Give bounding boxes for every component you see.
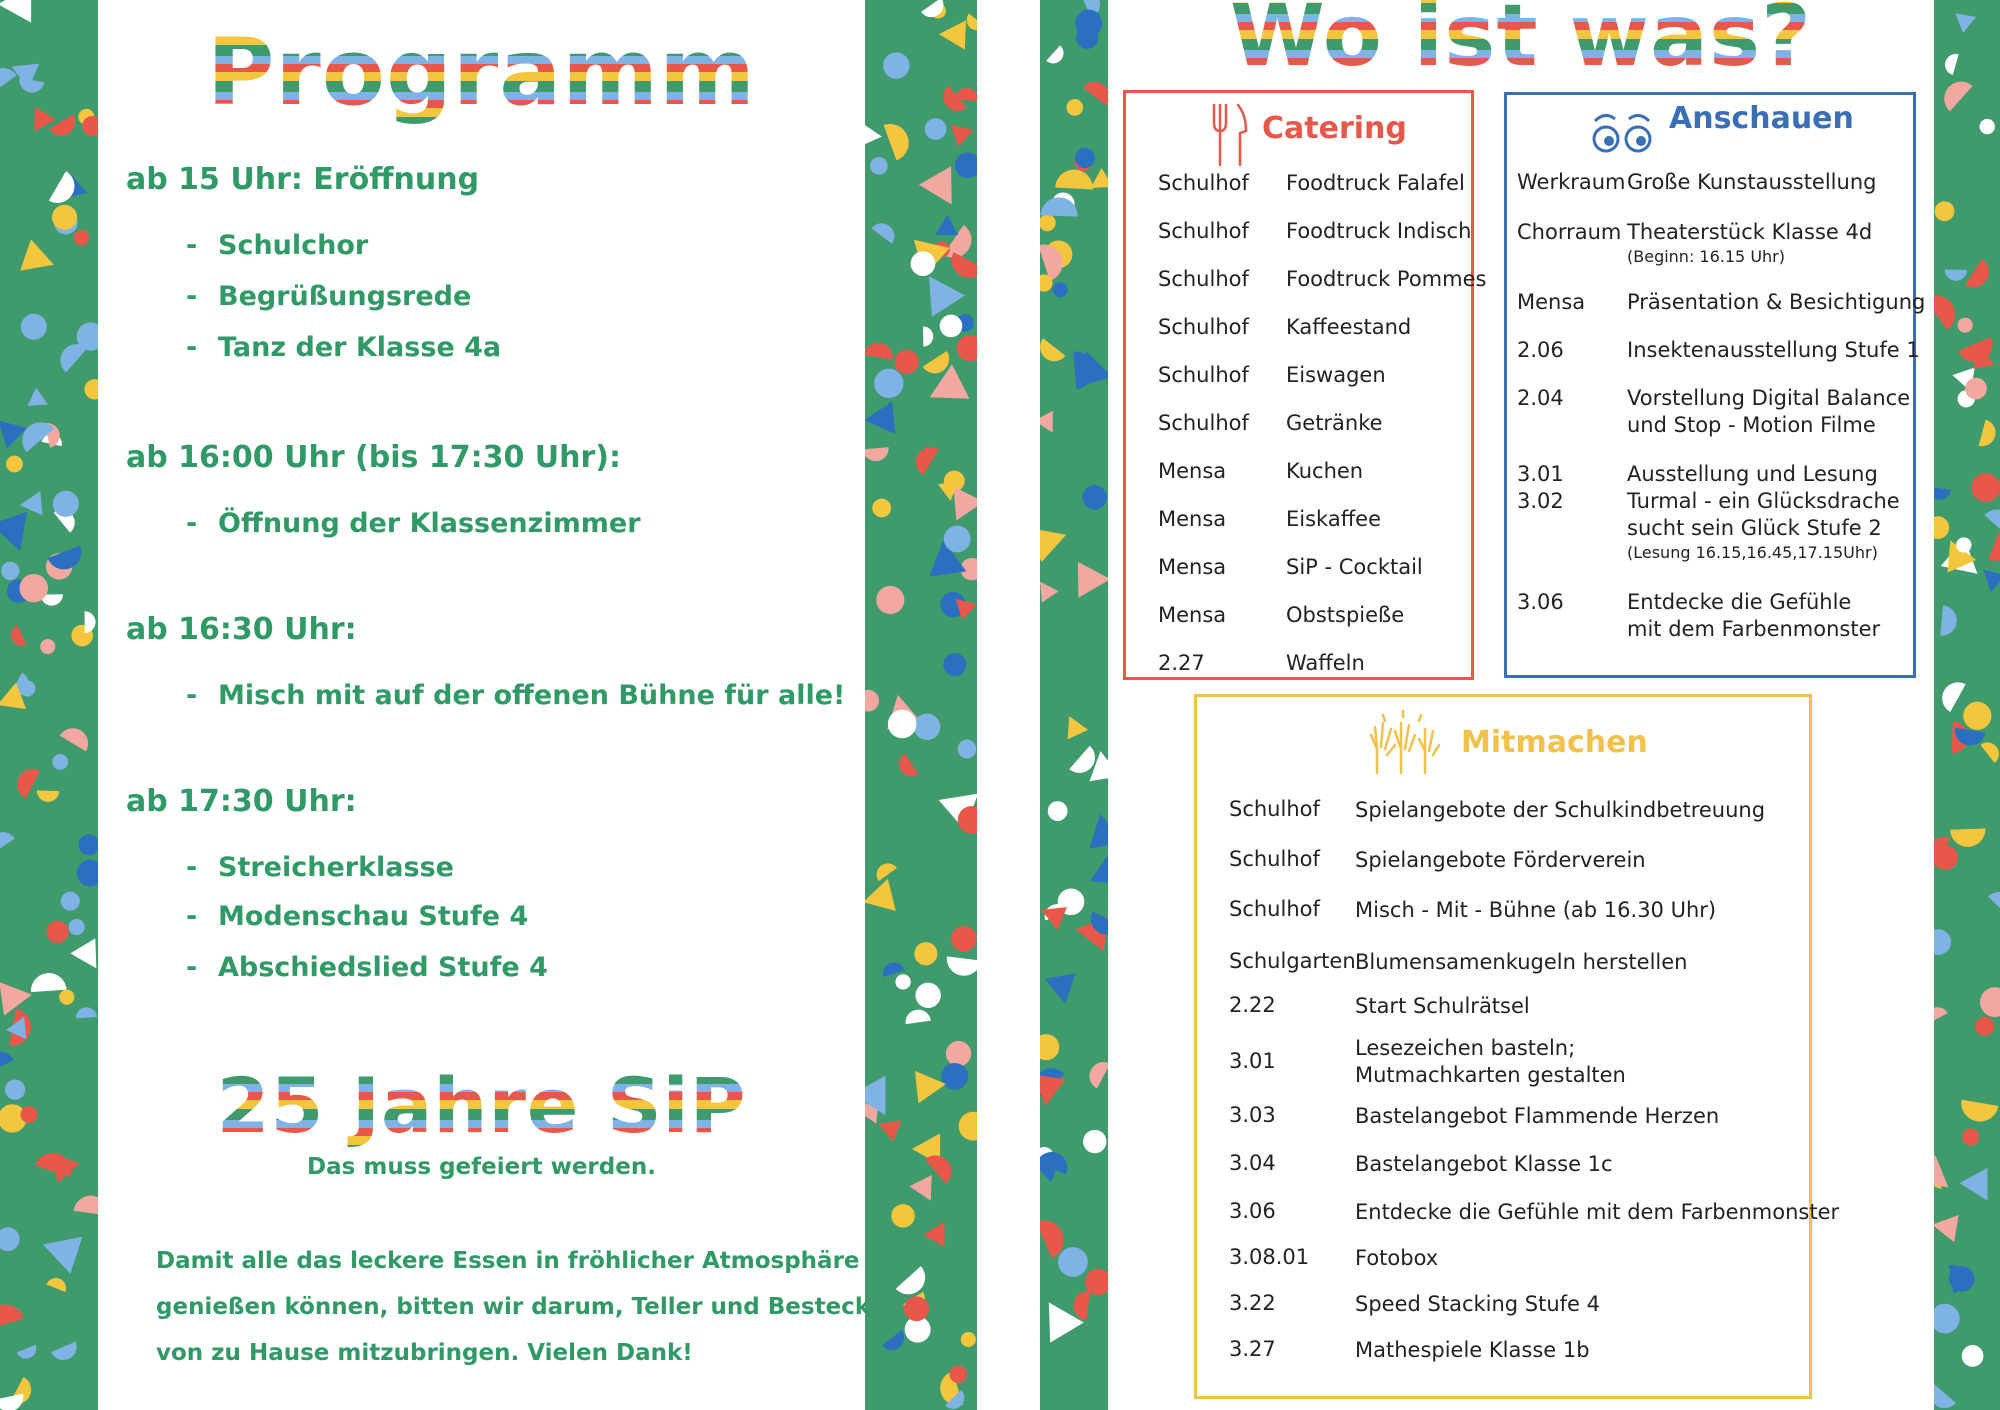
mitmachen-place: 3.04 xyxy=(1229,1151,1276,1175)
confetti-shape xyxy=(915,983,940,1008)
catering-row xyxy=(1126,267,1487,297)
mitmachen-place: 2.22 xyxy=(1229,993,1276,1017)
confetti-shape xyxy=(914,942,937,965)
catering-row xyxy=(1126,507,1471,537)
bullet-dash: - xyxy=(186,332,198,363)
anschauen-line: mit dem Farbenmonster xyxy=(1627,617,1881,641)
catering-offer: Kaffeestand xyxy=(1286,315,1412,339)
confetti-shape xyxy=(914,714,940,740)
confetti-shape xyxy=(883,52,910,79)
confetti-shape xyxy=(1971,473,2000,502)
bullet-dash: - xyxy=(186,508,198,539)
anschauen-note: (Lesung 16.15,16.45,17.15Uhr) xyxy=(1627,543,1878,562)
confetti-shape xyxy=(46,1275,69,1292)
catering-offer: Foodtruck Falafel xyxy=(1286,171,1465,195)
confetti-shape xyxy=(12,763,40,798)
confetti-shape xyxy=(872,499,891,518)
confetti-shape xyxy=(1960,1168,2000,1209)
confetti-shape xyxy=(51,1342,81,1365)
program-item xyxy=(186,332,501,363)
jubilee-title: 25 Jahre SiP xyxy=(98,1056,865,1156)
closing-note-line: von zu Hause mitzubringen. Vielen Dank! xyxy=(156,1340,693,1366)
catering-place: Mensa xyxy=(1158,603,1227,627)
confetti-shape xyxy=(40,639,55,654)
confetti-strip-center-right xyxy=(1040,0,1108,1410)
confetti-shape xyxy=(1963,702,1991,730)
confetti-shape xyxy=(1979,420,1999,449)
catering-row xyxy=(1126,411,1471,441)
confetti-shape xyxy=(6,456,23,473)
confetti-shape xyxy=(943,116,973,147)
program-item xyxy=(186,680,845,711)
jubilee-subtitle: Das muss gefeiert werden. xyxy=(307,1154,656,1180)
confetti-shape xyxy=(959,1112,977,1141)
confetti-shape xyxy=(30,972,67,992)
confetti-shape xyxy=(871,218,899,244)
confetti-shape xyxy=(1976,562,2000,592)
confetti-shape xyxy=(7,625,26,649)
anschauen-description xyxy=(1627,461,1900,564)
confetti-shape xyxy=(1075,148,1095,168)
catering-row xyxy=(1126,363,1471,393)
confetti-shape xyxy=(865,690,879,712)
confetti-shape xyxy=(1988,886,2000,917)
confetti-shape xyxy=(20,1106,37,1123)
locations-title: Wo ist was? xyxy=(1108,0,1934,86)
mitmachen-title: Mitmachen xyxy=(1461,725,1648,760)
confetti-shape xyxy=(84,379,98,399)
confetti-shape xyxy=(1048,801,1068,821)
confetti-shape xyxy=(0,0,31,23)
confetti-shape xyxy=(61,892,80,911)
anschauen-description xyxy=(1627,169,1876,196)
confetti-strip-far-right xyxy=(1934,0,2000,1410)
confetti-shape xyxy=(1090,855,1108,884)
confetti-shape xyxy=(46,921,68,943)
confetti-shape xyxy=(1956,537,1971,552)
confetti-shape xyxy=(1937,75,1972,112)
program-item-label: Abschiedslied Stufe 4 xyxy=(218,952,548,983)
confetti-shape xyxy=(1965,259,1995,293)
confetti-shape xyxy=(961,1332,976,1347)
catering-box xyxy=(1123,90,1487,680)
confetti-shape xyxy=(27,388,52,414)
anschauen-title: Anschauen xyxy=(1669,101,1854,136)
confetti-pattern xyxy=(0,0,98,1410)
confetti-shape xyxy=(880,960,905,977)
confetti-shape xyxy=(941,1063,968,1090)
program-item-label: Misch mit auf der offenen Bühne für alle! xyxy=(218,680,846,711)
confetti-shape xyxy=(1975,1017,1994,1036)
confetti-shape xyxy=(1055,169,1094,190)
confetti-shape xyxy=(923,326,933,346)
catering-row xyxy=(1126,603,1471,633)
catering-offer: Kuchen xyxy=(1286,459,1364,483)
confetti-shape xyxy=(1,562,19,580)
catering-offer: Waffeln xyxy=(1286,651,1365,675)
bullet-dash: - xyxy=(186,680,198,711)
anschauen-place: 3.06 xyxy=(1517,590,1564,614)
anschauen-place: Mensa xyxy=(1517,290,1586,314)
confetti-shape xyxy=(0,1227,20,1251)
mitmachen-activity: Blumensamenkugeln herstellen xyxy=(1355,950,1688,974)
mitmachen-activity: Spielangebote der Schulkindbetreuung xyxy=(1355,798,1766,822)
confetti-shape xyxy=(1962,1345,1984,1367)
confetti-shape xyxy=(872,859,897,881)
bullet-dash: - xyxy=(186,230,198,261)
confetti-shape xyxy=(20,574,48,602)
anschauen-line: Insektenausstellung Stufe 1 xyxy=(1627,338,1920,362)
confetti-shape xyxy=(1045,973,1081,1006)
mitmachen-place: 3.03 xyxy=(1229,1103,1276,1127)
confetti-shape xyxy=(925,118,947,140)
anschauen-line: sucht sein Glück Stufe 2 xyxy=(1627,516,1882,540)
locations-panel xyxy=(1108,0,1934,1410)
confetti-shape xyxy=(936,214,959,235)
confetti-shape xyxy=(1945,269,1967,281)
confetti-shape xyxy=(865,118,883,153)
confetti-shape xyxy=(1962,1128,1979,1145)
confetti-shape xyxy=(865,401,895,436)
confetti-shape xyxy=(955,87,977,101)
program-item-label: Schulchor xyxy=(218,230,369,261)
confetti-shape xyxy=(1940,605,1958,637)
confetti-shape xyxy=(865,447,890,462)
confetti-shape xyxy=(1934,929,1951,955)
catering-row xyxy=(1126,171,1471,201)
confetti-shape xyxy=(1083,1130,1106,1153)
bullet-dash: - xyxy=(186,952,198,983)
confetti-shape xyxy=(53,491,79,517)
catering-place: Mensa xyxy=(1158,507,1227,531)
confetti-shape xyxy=(0,512,38,557)
catering-row xyxy=(1126,315,1471,345)
mitmachen-activity: Start Schulrätsel xyxy=(1355,994,1530,1018)
confetti-shape xyxy=(1078,561,1108,598)
confetti-shape xyxy=(1988,523,2000,566)
confetti-shape xyxy=(1934,1304,1960,1334)
anschauen-place: 3.01 3.02 xyxy=(1517,462,1564,513)
anschauen-description xyxy=(1627,219,1872,268)
confetti-shape xyxy=(1980,119,1995,134)
program-item-label: Öffnung der Klassenzimmer xyxy=(218,508,641,539)
anschauen-box xyxy=(1504,92,1926,678)
confetti-shape xyxy=(1040,214,1056,231)
confetti-shape xyxy=(1040,338,1065,367)
program-item-label: Tanz der Klasse 4a xyxy=(218,332,502,363)
confetti-shape xyxy=(1083,810,1108,848)
anschauen-line: Präsentation & Besichtigung xyxy=(1627,290,1926,314)
mitmachen-place: Schulhof xyxy=(1229,897,1320,921)
confetti-shape xyxy=(59,990,74,1005)
anschauen-description xyxy=(1627,385,1910,439)
program-item xyxy=(186,230,368,261)
mitmachen-activity: Bastelangebot Klasse 1c xyxy=(1355,1152,1613,1176)
confetti-shape xyxy=(891,1204,915,1228)
confetti-shape xyxy=(68,919,84,935)
confetti-shape xyxy=(1950,829,1986,848)
catering-place: Schulhof xyxy=(1158,219,1249,243)
confetti-shape xyxy=(21,314,47,340)
mitmachen-activity: Fotobox xyxy=(1355,1246,1439,1270)
confetti-shape xyxy=(84,611,95,633)
confetti-shape xyxy=(17,78,44,95)
confetti-shape xyxy=(921,364,969,414)
confetti-shape xyxy=(75,1007,97,1019)
confetti-shape xyxy=(0,1300,24,1330)
mitmachen-place: 3.06 xyxy=(1229,1199,1276,1223)
section-heading: ab 15 Uhr: Eröffnung xyxy=(126,162,480,197)
mitmachen-place: Schulhof xyxy=(1229,847,1320,871)
confetti-shape xyxy=(1066,99,1083,116)
confetti-shape xyxy=(1058,1247,1088,1277)
mitmachen-activity: Bastelangebot Flammende Herzen xyxy=(1355,1104,1720,1128)
catering-row xyxy=(1126,555,1471,585)
confetti-shape xyxy=(1073,350,1095,389)
confetti-shape xyxy=(1935,201,1955,221)
confetti-shape xyxy=(37,790,60,802)
confetti-shape xyxy=(1040,1061,1066,1106)
confetti-shape xyxy=(957,335,977,361)
confetti-shape xyxy=(78,834,98,855)
catering-place: Schulhof xyxy=(1158,171,1249,195)
program-item xyxy=(186,852,454,883)
confetti-strip-center-left xyxy=(865,0,977,1410)
program-item-label: Begrüßungsrede xyxy=(218,281,472,312)
confetti-shape xyxy=(70,938,98,976)
anschauen-line: und Stop - Motion Filme xyxy=(1627,413,1876,437)
confetti-shape xyxy=(1040,576,1059,602)
confetti-pattern xyxy=(1040,0,1108,1410)
catering-place: Mensa xyxy=(1158,555,1227,579)
cutlery-icon xyxy=(1208,101,1250,171)
anschauen-description xyxy=(1627,289,1925,316)
section-heading: ab 16:30 Uhr: xyxy=(126,612,357,647)
confetti-shape xyxy=(20,239,59,280)
confetti-shape xyxy=(1934,1155,1959,1200)
confetti-shape xyxy=(1076,27,1098,49)
program-panel xyxy=(98,0,871,1410)
mitmachen-box xyxy=(1194,694,1840,1399)
confetti-shape xyxy=(895,350,919,374)
section-heading: ab 16:00 Uhr (bis 17:30 Uhr): xyxy=(126,440,621,475)
confetti-shape xyxy=(894,754,918,782)
anschauen-line: Große Kunstausstellung xyxy=(1627,170,1877,194)
catering-offer: Eiswagen xyxy=(1286,363,1386,387)
catering-offer: SiP - Cocktail xyxy=(1286,555,1423,579)
confetti-shape xyxy=(74,230,90,246)
catering-place: 2.27 xyxy=(1158,651,1205,675)
confetti-shape xyxy=(955,152,977,178)
confetti-shape xyxy=(945,956,977,977)
confetti-shape xyxy=(1085,1057,1108,1088)
confetti-shape xyxy=(1072,1289,1091,1320)
confetti-shape xyxy=(951,926,977,952)
confetti-shape xyxy=(865,340,895,360)
confetti-shape xyxy=(60,723,94,752)
confetti-shape xyxy=(1980,738,2000,763)
confetti-shape xyxy=(1965,378,1987,400)
confetti-shape xyxy=(1934,487,1951,502)
confetti-shape xyxy=(865,879,896,918)
program-item xyxy=(186,281,471,312)
anschauen-place: 2.04 xyxy=(1517,386,1564,410)
confetti-shape xyxy=(910,441,939,475)
program-title: Programm xyxy=(98,18,865,128)
confetti-shape xyxy=(938,19,965,49)
catering-place: Schulhof xyxy=(1158,411,1249,435)
anschauen-line: Theaterstück Klasse 4d xyxy=(1627,220,1873,244)
mitmachen-place: 3.27 xyxy=(1229,1337,1276,1361)
confetti-shape xyxy=(1046,45,1068,67)
eyes-icon xyxy=(1589,107,1655,161)
confetti-shape xyxy=(870,157,888,175)
anschauen-line: Turmal - ein Glücksdrache xyxy=(1627,489,1900,513)
confetti-shape xyxy=(52,205,77,230)
confetti-shape xyxy=(1936,677,1965,712)
confetti-shape xyxy=(1082,485,1107,510)
section-heading: ab 17:30 Uhr: xyxy=(126,784,357,819)
program-item xyxy=(186,901,528,932)
confetti-shape xyxy=(1958,318,1973,333)
confetti-shape xyxy=(1934,845,1958,870)
catering-offer: Eiskaffee xyxy=(1286,507,1382,531)
bullet-dash: - xyxy=(186,901,198,932)
confetti-shape xyxy=(888,710,917,739)
mitmachen-place: Schulhof xyxy=(1229,797,1320,821)
mitmachen-place: 3.01 xyxy=(1229,1049,1276,1073)
program-item xyxy=(186,508,641,539)
catering-row xyxy=(1126,219,1471,249)
anschauen-description xyxy=(1627,589,1880,643)
confetti-shape xyxy=(904,1008,931,1024)
confetti-shape xyxy=(884,119,914,161)
anschauen-place: 2.06 xyxy=(1517,338,1564,362)
confetti-shape xyxy=(77,860,98,887)
bullet-dash: - xyxy=(186,852,198,883)
confetti-shape xyxy=(1040,1034,1059,1060)
mitmachen-activity: Entdecke die Gefühle mit dem Farbenmonster xyxy=(1355,1200,1840,1224)
confetti-shape xyxy=(74,1193,98,1215)
confetti-shape xyxy=(1958,1100,1998,1125)
mitmachen-activity: Misch - Mit - Bühne (ab 16.30 Uhr) xyxy=(1355,898,1717,922)
closing-note xyxy=(156,1238,946,1376)
anschauen-note: (Beginn: 16.15 Uhr) xyxy=(1627,247,1785,266)
program-item-label: Streicherklasse xyxy=(218,852,454,883)
catering-row xyxy=(1126,459,1471,489)
catering-offer: Foodtruck Pommes xyxy=(1286,267,1487,291)
anschauen-description xyxy=(1627,337,1920,364)
catering-title: Catering xyxy=(1262,111,1407,146)
mitmachen-activity: Lesezeichen basteln; Mutmachkarten gestalten xyxy=(1355,1036,1626,1087)
closing-note-line: genießen können, bitten wir darum, Teller und Besteck xyxy=(156,1294,871,1320)
catering-offer: Obstspieße xyxy=(1286,603,1405,627)
confetti-shape xyxy=(52,754,68,770)
anschauen-line: Ausstellung und Lesung xyxy=(1627,462,1878,486)
confetti-shape xyxy=(37,1226,82,1274)
confetti-shape xyxy=(0,827,15,855)
raised-hands-icon xyxy=(1363,709,1443,783)
mitmachen-place: 3.22 xyxy=(1229,1291,1276,1315)
confetti-shape xyxy=(0,61,17,96)
confetti-shape xyxy=(909,1175,942,1206)
mitmachen-activity: Mathespiele Klasse 1b xyxy=(1355,1338,1590,1362)
confetti-shape xyxy=(1083,76,1108,106)
confetti-shape xyxy=(874,369,903,398)
confetti-shape xyxy=(0,1394,26,1410)
anschauen-line: Vorstellung Digital Balance xyxy=(1627,386,1911,410)
confetti-shape xyxy=(1040,518,1072,562)
confetti-shape xyxy=(1934,1383,1956,1410)
confetti-shape xyxy=(19,491,43,517)
confetti-shape xyxy=(944,526,971,553)
confetti-shape xyxy=(24,107,56,138)
catering-row xyxy=(1126,651,1471,681)
confetti-shape xyxy=(958,740,977,759)
confetti-shape xyxy=(940,315,963,338)
confetti-shape xyxy=(0,1047,14,1073)
confetti-shape xyxy=(1943,52,1959,75)
catering-place: Schulhof xyxy=(1158,315,1249,339)
anschauen-place: Chorraum xyxy=(1517,220,1622,244)
mitmachen-activity: Spielangebote Förderverein xyxy=(1355,848,1646,872)
confetti-shape xyxy=(5,1080,25,1100)
confetti-shape xyxy=(1934,1003,1948,1023)
program-item xyxy=(186,952,548,983)
catering-place: Schulhof xyxy=(1158,363,1249,387)
confetti-shape xyxy=(949,1365,967,1383)
confetti-pattern xyxy=(1934,0,2000,1410)
mitmachen-place: 3.08.01 xyxy=(1229,1245,1310,1269)
confetti-shape xyxy=(1934,516,1949,539)
catering-place: Mensa xyxy=(1158,459,1227,483)
confetti-shape xyxy=(1059,711,1088,739)
confetti-shape xyxy=(1949,1266,1975,1292)
confetti-shape xyxy=(1949,5,1976,33)
confetti-shape xyxy=(943,653,966,676)
confetti-shape xyxy=(1040,411,1062,438)
program-item-label: Modenschau Stufe 4 xyxy=(218,901,529,932)
catering-offer: Getränke xyxy=(1286,411,1383,435)
confetti-shape xyxy=(874,1113,901,1141)
confetti-shape xyxy=(911,251,936,276)
confetti-shape xyxy=(1053,282,1068,297)
mitmachen-activity: Speed Stacking Stufe 4 xyxy=(1355,1292,1601,1316)
catering-place: Schulhof xyxy=(1158,267,1249,291)
confetti-shape xyxy=(946,1041,971,1066)
confetti-strip-far-left xyxy=(0,0,98,1410)
anschauen-place: Werkraum xyxy=(1517,170,1626,194)
closing-note-line: Damit alle das leckere Essen in fröhlicher Atmosphäre xyxy=(156,1248,860,1274)
anschauen-line: Entdecke die Gefühle xyxy=(1627,590,1852,614)
confetti-shape xyxy=(1980,987,2000,1017)
mitmachen-place: Schulgarten xyxy=(1229,949,1356,973)
confetti-shape xyxy=(17,1345,39,1362)
confetti-shape xyxy=(895,974,910,989)
confetti-shape xyxy=(1984,502,2000,537)
confetti-shape xyxy=(1934,1211,1959,1242)
confetti-pattern xyxy=(865,0,977,1410)
bullet-dash: - xyxy=(186,281,198,312)
confetti-shape xyxy=(876,586,904,614)
catering-offer: Foodtruck Indisch xyxy=(1286,219,1472,243)
